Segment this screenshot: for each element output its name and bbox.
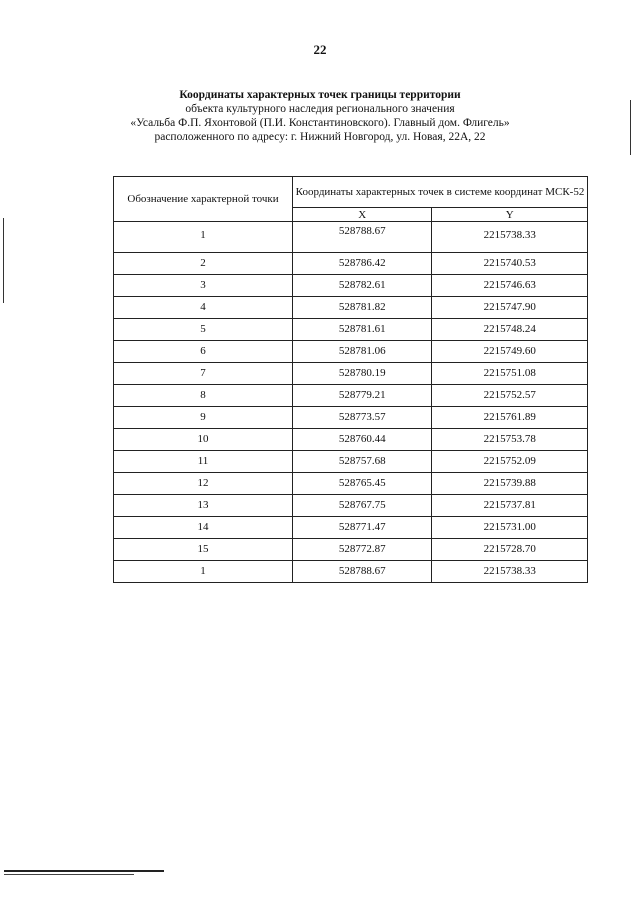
x-cell: 528772.87 [293,539,432,561]
point-cell: 2 [114,253,293,275]
point-cell: 12 [114,473,293,495]
y-cell: 2215731.00 [432,517,588,539]
page-number: 22 [313,42,327,57]
point-cell: 1 [114,561,293,583]
header-x: X [293,208,432,222]
point-cell: 10 [114,429,293,451]
scan-edge-mark-left [3,218,4,303]
y-cell: 2215738.33 [432,222,588,253]
heading-line-2: объекта культурного наследия регионального значения [185,103,455,115]
y-cell: 2215749.60 [432,341,588,363]
y-cell: 2215751.08 [432,363,588,385]
x-cell: 528780.19 [293,363,432,385]
coordinates-table [113,176,588,583]
footnote-rule [4,870,164,872]
x-cell: 528781.61 [293,319,432,341]
point-cell: 7 [114,363,293,385]
x-cell: 528788.67 [293,222,432,253]
x-cell: 528773.57 [293,407,432,429]
y-cell: 2215737.81 [432,495,588,517]
heading-line-3: «Усальба Ф.П. Яхонтовой (П.И. Константиновского). Главный дом. Флигель» [130,117,510,129]
table-row [114,222,588,253]
table-body [114,222,588,583]
point-cell: 5 [114,319,293,341]
x-cell: 528767.75 [293,495,432,517]
header-coordinates-group: Координаты характерных точек в системе координат МСК-52 [293,177,588,208]
x-cell: 528781.82 [293,297,432,319]
table-row [114,385,588,407]
point-cell: 13 [114,495,293,517]
y-cell: 2215753.78 [432,429,588,451]
y-cell: 2215752.09 [432,451,588,473]
y-cell: 2215739.88 [432,473,588,495]
table-row [114,495,588,517]
point-cell: 14 [114,517,293,539]
x-cell: 528765.45 [293,473,432,495]
table-row [114,517,588,539]
y-cell: 2215747.90 [432,297,588,319]
y-cell: 2215748.24 [432,319,588,341]
heading-title: Координаты характерных точек границы территории [179,89,461,101]
table-row [114,363,588,385]
x-cell: 528781.06 [293,341,432,363]
point-cell: 15 [114,539,293,561]
point-cell: 11 [114,451,293,473]
x-cell: 528760.44 [293,429,432,451]
table-row [114,341,588,363]
header-y: Y [432,208,588,222]
y-cell: 2215740.53 [432,253,588,275]
table-row [114,539,588,561]
x-cell: 528788.67 [293,561,432,583]
point-cell: 6 [114,341,293,363]
table-row [114,297,588,319]
point-cell: 4 [114,297,293,319]
x-cell: 528757.68 [293,451,432,473]
table-row [114,253,588,275]
y-cell: 2215746.63 [432,275,588,297]
y-cell: 2215752.57 [432,385,588,407]
footnote-rule-secondary [4,874,134,875]
x-cell: 528782.61 [293,275,432,297]
table-row [114,451,588,473]
table-row [114,407,588,429]
heading-line-4: расположенного по адресу: г. Нижний Новгород, ул. Новая, 22А, 22 [154,131,486,143]
header-point-label: Обозначение характерной точки [114,177,293,222]
table-row [114,319,588,341]
x-cell: 528786.42 [293,253,432,275]
y-cell: 2215761.89 [432,407,588,429]
y-cell: 2215738.33 [432,561,588,583]
table-row [114,429,588,451]
y-cell: 2215728.70 [432,539,588,561]
x-cell: 528771.47 [293,517,432,539]
document-heading [100,88,540,144]
table-row [114,561,588,583]
point-cell: 3 [114,275,293,297]
scan-edge-mark-right [630,100,631,155]
x-cell: 528779.21 [293,385,432,407]
point-cell: 9 [114,407,293,429]
point-cell: 1 [114,222,293,253]
table-row [114,275,588,297]
point-cell: 8 [114,385,293,407]
table-row [114,473,588,495]
